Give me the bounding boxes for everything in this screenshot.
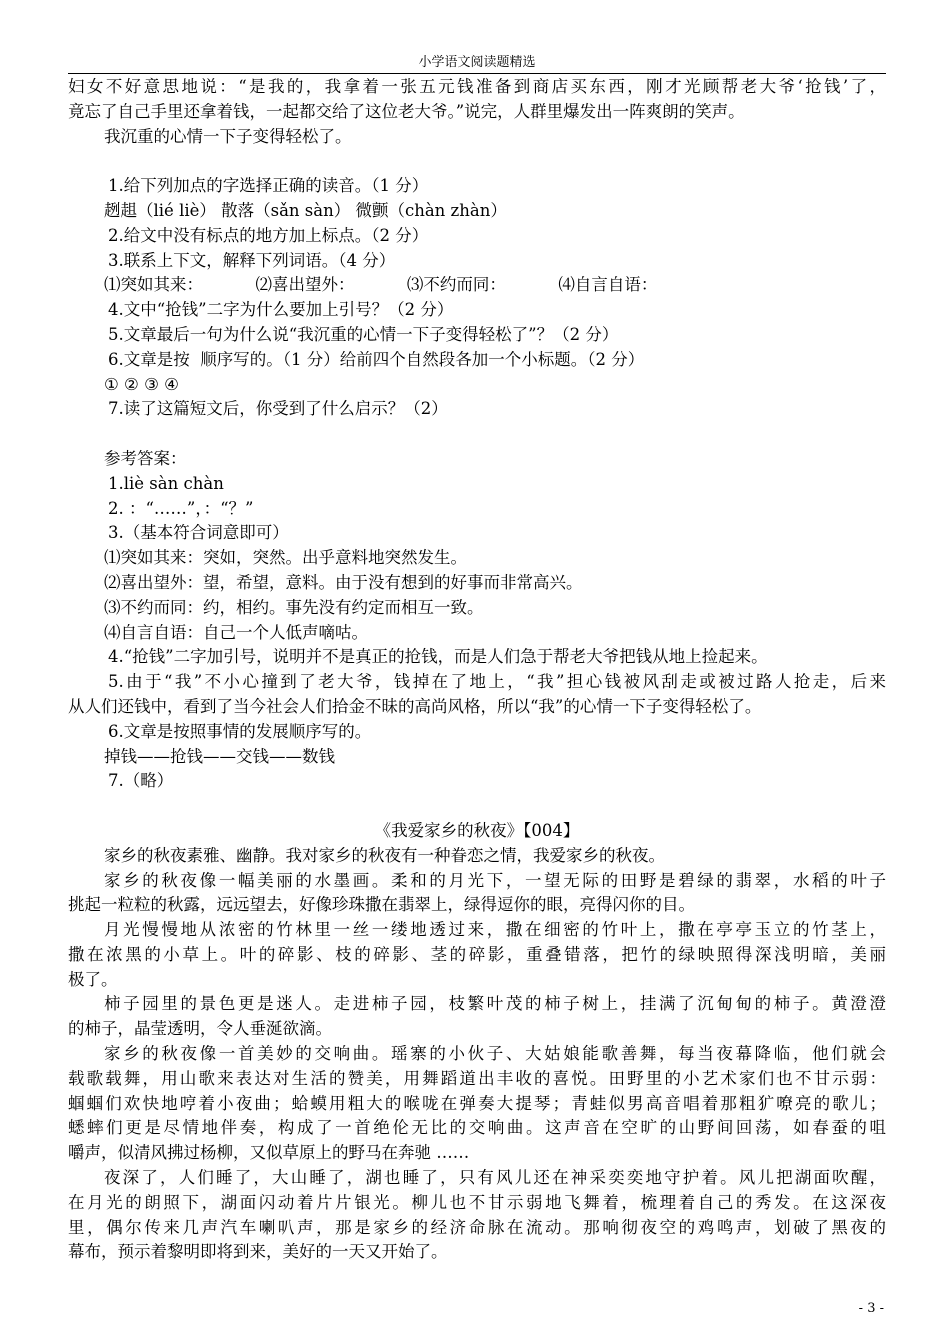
answers-label: 参考答案： <box>104 448 187 468</box>
story-text-line: 我沉重的心情一下子变得轻松了。 <box>104 126 352 146</box>
answer-line: 1.liè sàn chàn <box>108 473 224 493</box>
spacer <box>68 794 886 819</box>
essay-line: 家乡的秋夜像一幅美丽的水墨画。柔和的月光下，一望无际的田野是碧绿的翡翠，水稻的叶子 <box>104 870 886 890</box>
answer-line: 4.“抢钱”二字加引号，说明并不是真正的抢钱，而是人们急于帮老大爷把钱从地上捡起来。 <box>108 647 768 667</box>
answer-line: 从人们还钱中，看到了当今社会人们拾金不昧的高尚风格，所以“我”的心情一下子变得轻松了。 <box>68 696 762 716</box>
essay-line: 嚼声，似清风拂过杨柳，又似草原上的野马在奔驰 …… <box>68 1143 470 1163</box>
essay-line: 在月光的朗照下，湖面闪动着片片银光。柳儿也不甘示弱地飞舞着，梳理着自己的秀发。在这深夜 <box>68 1192 886 1212</box>
question-line: ⑴突如其来： ⑵喜出望外： ⑶不约而同： ⑷自言自语： <box>104 275 658 295</box>
essay-line: 挑起一粒粒的秋露，远远望去，好像珍珠撒在翡翠上，绿得逗你的眼，亮得闪你的目。 <box>68 895 695 915</box>
answer-line: 7.（略） <box>108 771 174 791</box>
page-header: 小学语文阅读题精选 <box>418 55 536 70</box>
question-line: 4.文中“抢钱”二字为什么要加上引号？（2 分） <box>108 300 454 320</box>
essay-line: 极了。 <box>68 969 118 989</box>
question-line: 3.联系上下文，解释下列词语。（4 分） <box>108 250 396 270</box>
question-line: 5.文章最后一句为什么说“我沉重的心情一下子变得轻松了”？（2 分） <box>108 324 619 344</box>
answer-line: ⑵喜出望外：望，希望，意料。由于没有想到的好事而非常高兴。 <box>104 572 583 592</box>
question-line: 6.文章是按 顺序写的。（1 分）给前四个自然段各加一个小标题。（2 分） <box>108 349 645 369</box>
essay-line: 幕布，预示着黎明即将到来，美好的一天又开始了。 <box>68 1242 448 1262</box>
page-number: - 3 - <box>858 1301 884 1316</box>
answer-line: ⑷自言自语：自己一个人低声嘀咕。 <box>104 622 368 642</box>
essay-line: 的柿子，晶莹透明，令人垂涎欲滴。 <box>68 1019 332 1039</box>
spacer <box>68 149 886 174</box>
story-text-line: 竟忘了自己手里还拿着钱，一起都交给了这位老大爷。”说完，人群里爆发出一阵爽朗的笑声。 <box>68 101 745 121</box>
answer-line: 6.文章是按照事情的发展顺序写的。 <box>108 721 372 741</box>
essay-line: 月光慢慢地从浓密的竹林里一丝一缕地透过来，撒在细密的竹叶上，撒在亭亭玉立的竹茎上， <box>104 920 886 940</box>
question-line: 1.给下列加点的字选择正确的读音。（1 分） <box>108 176 429 196</box>
header-divider <box>68 73 886 74</box>
answer-line: 3.（基本符合词意即可） <box>108 523 289 543</box>
answer-line: 掉钱——抢钱——交钱——数钱 <box>104 746 335 766</box>
essay-line: 蟋蟀们更是尽情地伴奏，构成了一首绝伦无比的交响曲。这声音在空旷的山野间回荡，如春蚕的咀 <box>68 1118 886 1138</box>
essay-line: 家乡的秋夜素雅、幽静。我对家乡的秋夜有一种眷恋之情，我爱家乡的秋夜。 <box>104 845 665 865</box>
question-line: 7.读了这篇短文后，你受到了什么启示？（2） <box>108 399 448 419</box>
essay-title: 《我爱家乡的秋夜》【004】 <box>374 820 580 840</box>
essay-line: 载歌载舞，用山歌来表达对生活的赞美，用舞蹈道出丰收的喜悦。田野里的小艺术家们也不甘示弱： <box>68 1068 886 1088</box>
answer-line: ⑶不约而同：约，相约。事先没有约定而相互一致。 <box>104 597 484 617</box>
essay-line: 夜深了，人们睡了，大山睡了，湖也睡了，只有风儿还在神采奕奕地守护着。风儿把湖面吹醒， <box>104 1168 886 1188</box>
question-line: ① ② ③ ④ <box>104 374 179 394</box>
answer-line: 2. ：“……”，：“？” <box>108 498 254 518</box>
answer-line: ⑴突如其来：突如，突然。出乎意料地突然发生。 <box>104 548 467 568</box>
story-text-line: 妇女不好意思地说：“是我的，我拿着一张五元钱准备到商店买东西，刚才光顾帮老大爷‘抢钱’了， <box>68 77 886 96</box>
question-line: 趔趄（lié liè） 散落（sǎn sàn） 微颤（chàn zhàn） <box>104 200 507 220</box>
essay-line: 柿子园里的景色更是迷人。走进柿子园，枝繁叶茂的柿子树上，挂满了沉甸甸的柿子。黄澄澄 <box>104 994 886 1014</box>
answer-line: 5.由于“我”不小心撞到了老大爷，钱掉在了地上，“我”担心钱被风刮走或被过路人抢走，后来 <box>108 672 886 692</box>
essay-line: 家乡的秋夜像一首美妙的交响曲。瑶寨的小伙子、大姑娘能歌善舞，每当夜幕降临，他们就会 <box>104 1044 886 1064</box>
page-body <box>68 75 886 1265</box>
spacer <box>68 422 886 447</box>
essay-line: 里，偶尔传来几声汽车喇叭声，那是家乡的经济命脉在流动。那响彻夜空的鸡鸣声，划破了黑夜的 <box>68 1217 886 1237</box>
question-line: 2.给文中没有标点的地方加上标点。（2 分） <box>108 225 429 245</box>
essay-line: 撒在浓黑的小草上。叶的碎影、枝的碎影、茎的碎影，重叠错落，把竹的绿映照得深浅明暗，美丽 <box>68 944 886 964</box>
essay-line: 蝈蝈们欢快地哼着小夜曲；蛤蟆用粗大的喉咙在弹奏大提琴；青蛙似男高音唱着那粗犷嘹亮的歌儿； <box>68 1093 886 1113</box>
